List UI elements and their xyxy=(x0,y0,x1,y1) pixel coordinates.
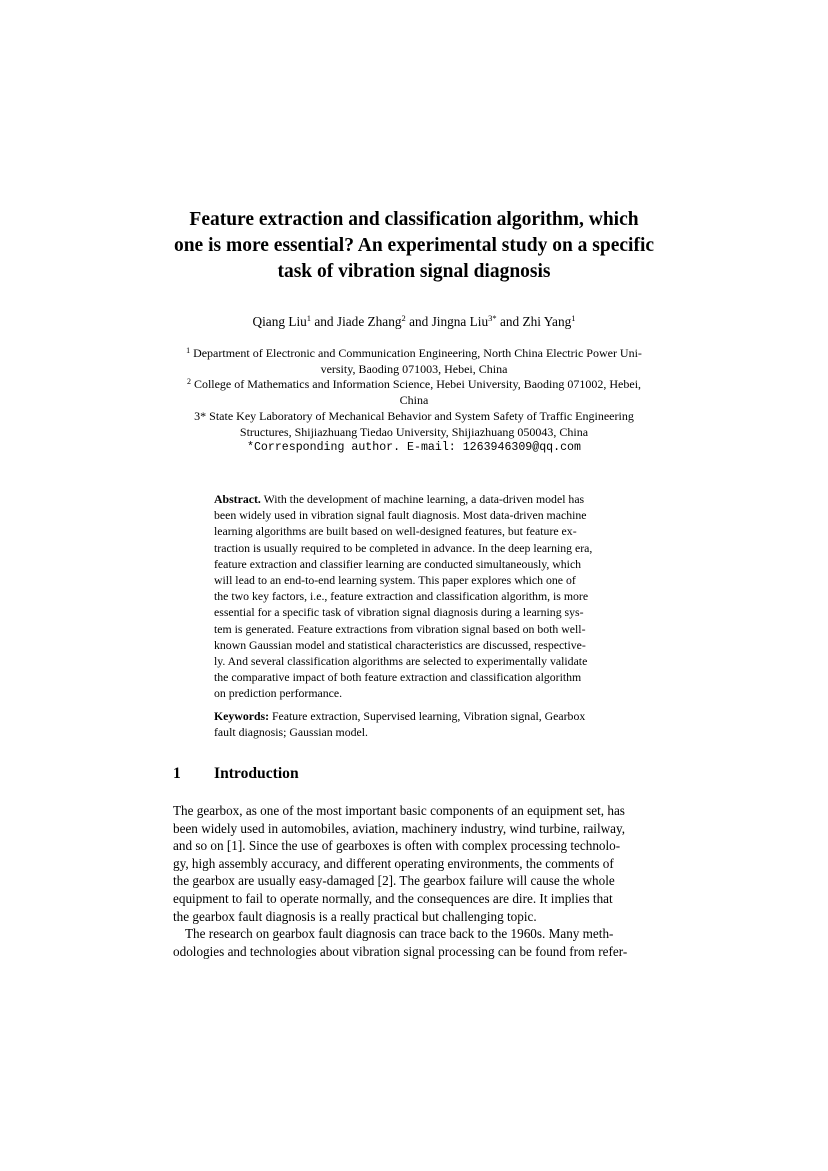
keywords xyxy=(214,708,616,740)
section-number: 1 xyxy=(173,765,181,782)
paragraph xyxy=(173,925,656,960)
body-line: been widely used in automobiles, aviation, machinery industry, wind turbine, railway, xyxy=(173,820,626,836)
keywords-label: Keywords: xyxy=(214,709,270,723)
author-affil-mark: 3* xyxy=(488,313,497,323)
abstract-line: the two key factors, i.e., feature extraction and classification algorithm, is more xyxy=(214,589,589,604)
affiliation-line: 3* State Key Laboratory of Mechanical Behavior and System Safety of Traffic Engineering xyxy=(194,408,634,423)
title-line: Feature extraction and classification algorithm, which xyxy=(189,209,639,230)
body-line: gy, high assembly accuracy, and different operating environments, the comments of xyxy=(173,855,614,871)
abstract-label: Abstract. xyxy=(214,492,261,506)
corresponding-author-email: *Corresponding author. E-mail: 1263946309@qq.com xyxy=(247,441,581,455)
affiliation-line: Structures, Shijiazhuang Tiedao University, Shijiazhuang 050043, China xyxy=(239,424,589,439)
abstract-line: ly. And several classification algorithms are selected to experimentally validate xyxy=(214,654,588,669)
body-text xyxy=(173,802,656,960)
abstract-line: learning algorithms are built based on well-designed features, but feature ex- xyxy=(214,524,577,539)
affil-mark: 2 xyxy=(186,377,191,387)
keywords-line xyxy=(214,708,616,724)
body-line: the gearbox are usually easy-damaged [2]. The gearbox failure will cause the whole xyxy=(173,873,615,889)
affil-mark: 1 xyxy=(186,346,191,355)
abstract-line: will lead to an end-to-end learning system. This paper explores which one of xyxy=(214,573,576,588)
body-line: equipment to fail to operate normally, and the consequences are dire. It implies that xyxy=(173,890,613,906)
keywords-line: fault diagnosis; Gaussian model. xyxy=(214,725,368,740)
abstract-text: With the development of machine learning, a data-driven model has xyxy=(260,492,585,506)
paragraph xyxy=(173,802,656,925)
abstract-line: traction is usually required to be completed in advance. In the deep learning era, xyxy=(214,540,593,555)
affiliation-line: versity, Baoding 071003, Hebei, China xyxy=(320,361,508,376)
abstract-line: on prediction performance. xyxy=(214,686,343,701)
affiliation-line xyxy=(172,377,656,393)
section-title: Introduction xyxy=(214,765,299,782)
author-affil-mark: 1 xyxy=(306,313,312,323)
abstract-line: feature extraction and classifier learning are conducted simultaneously, which xyxy=(214,556,582,571)
abstract-line: the comparative impact of both feature extraction and classification algorithm xyxy=(214,670,582,685)
author-list xyxy=(100,313,728,331)
body-line: The gearbox, as one of the most important basic components of an equipment set, has xyxy=(173,803,625,818)
section-heading xyxy=(173,764,299,784)
author-name: and Zhi Yang xyxy=(496,314,572,329)
title-line: task of vibration signal diagnosis xyxy=(277,261,551,282)
body-line: the gearbox fault diagnosis is a really practical but challenging topic. xyxy=(173,908,537,924)
abstract-line: tem is generated. Feature extractions from vibration signal based on both well- xyxy=(214,621,586,636)
body-line: and so on [1]. Since the use of gearboxes is often with complex processing technolo- xyxy=(173,838,621,854)
affiliations xyxy=(172,346,656,456)
abstract-line: known Gaussian model and statistical characteristics are discussed, respective- xyxy=(214,637,586,652)
abstract-line: been widely used in vibration signal fault diagnosis. Most data-driven machine xyxy=(214,508,587,523)
affiliation-line xyxy=(172,346,656,362)
affiliation-text: Department of Electronic and Communication Engineering, North China Electric Power Uni- xyxy=(190,346,642,360)
author-name: Qiang Liu xyxy=(252,314,307,329)
author-affil-mark: 1 xyxy=(571,313,576,323)
body-line: The research on gearbox fault diagnosis can trace back to the 1960s. Many meth- xyxy=(185,926,614,942)
body-line: odologies and technologies about vibration signal processing can be found from refer- xyxy=(173,943,628,959)
title-line: one is more essential? An experimental study on a specific xyxy=(173,235,655,256)
author-affil-mark: 2 xyxy=(401,313,406,323)
abstract-line: essential for a specific task of vibration signal diagnosis during a learning sys- xyxy=(214,605,584,620)
affiliation-line: China xyxy=(399,393,429,408)
author-name: and Jingna Liu xyxy=(405,314,489,329)
abstract xyxy=(214,491,616,702)
keywords-text: Feature extraction, Supervised learning, Vibration signal, Gearbox xyxy=(269,709,586,723)
abstract-line xyxy=(214,491,616,507)
author-name: and Jiade Zhang xyxy=(311,314,402,329)
paper-title xyxy=(150,207,678,285)
affiliation-text: College of Mathematics and Information Science, Hebei University, Baoding 071002, Hebei, xyxy=(190,377,642,392)
